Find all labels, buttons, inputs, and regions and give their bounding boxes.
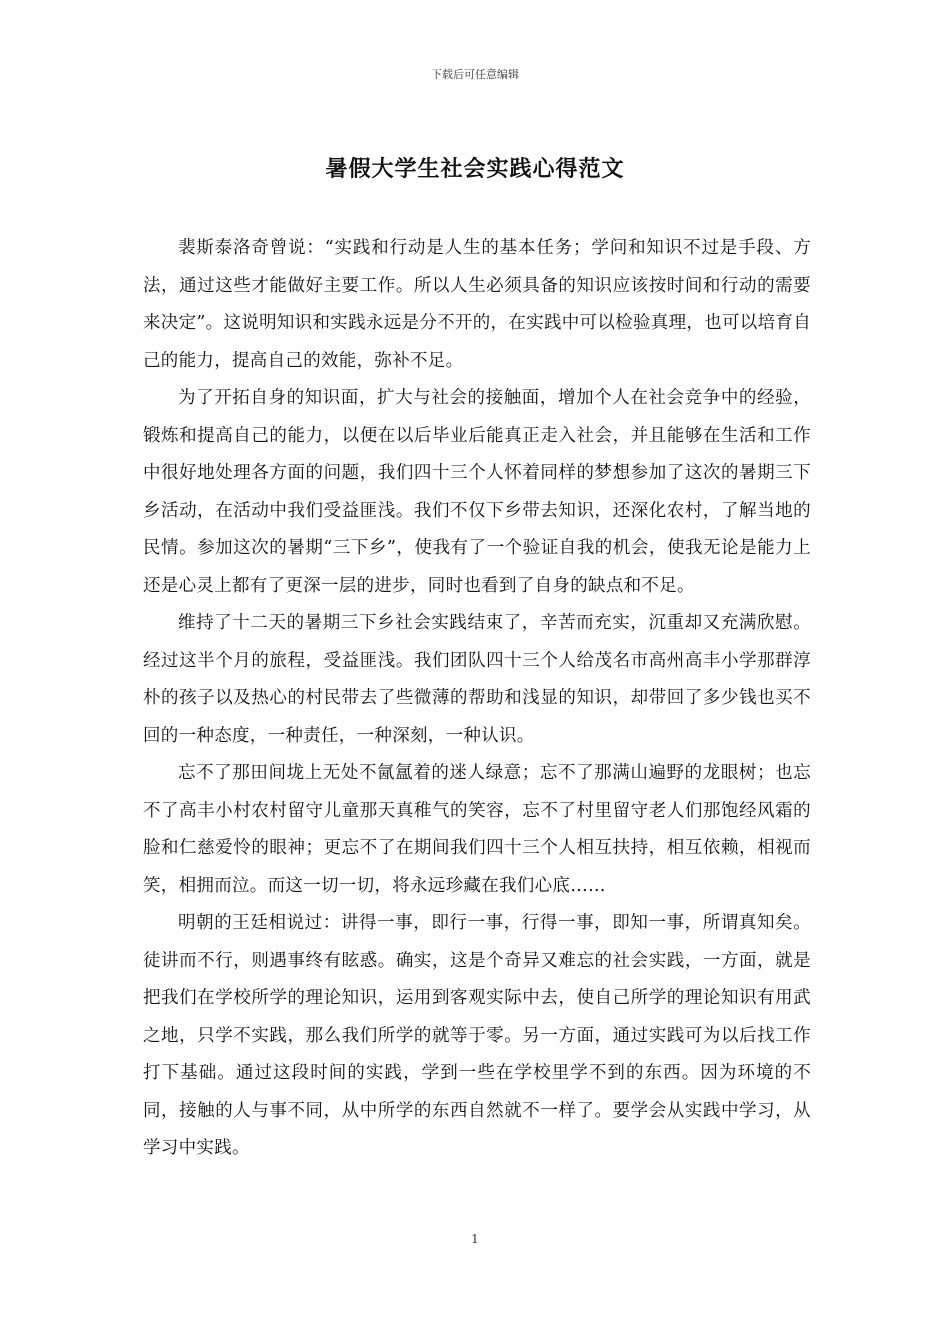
page-number: 1 bbox=[471, 1232, 479, 1246]
paragraph: 忘不了那田间垅上无处不氤氲着的迷人绿意；忘不了那满山遍野的龙眼树；也忘不了高丰小村农村留守儿童那天真稚气的笑容，忘不了村里留守老人们那饱经风霜的脸和仁慈爱怜的眼神；更忘不了在期间我们四十三个人相互扶持，相互依赖，相视而笑，相拥而泣。而这一切一切，将永远珍藏在我们心底…… bbox=[143, 763, 811, 896]
document-title: 暑假大学生社会实践心得范文 bbox=[325, 156, 625, 182]
page-header-note: 下载后可任意编辑 bbox=[431, 68, 519, 81]
paragraph: 明朝的王廷相说过：讲得一事，即行一事，行得一事，即知一事，所谓真知矣。徒讲而不行，则遇事终有眩惑。确实，这是个奇异又难忘的社会实践，一方面，就是把我们在学校所学的理论知识，运用到客观实际中去，使自己所学的理论知识有用武之地，只学不实践，那么我们所学的就等于零。另一方面，通过实践可为以后找工作打下基础。通过这段时间的实践，学到一些在学校里学不到的东西。因为环境的不同，接触的人与事不同，从中所学的东西自然就不一样了。要学会从实践中学习，从学习中实践。 bbox=[143, 913, 811, 1158]
paragraph: 裴斯泰洛奇曾说：“实践和行动是人生的基本任务；学问和知识不过是手段、方法，通过这些才能做好主要工作。所以人生必须具备的知识应该按时间和行动的需要来决定”。这说明知识和实践永远是分不开的，在实践中可以检验真理，也可以培育自己的能力，提高自己的效能，弥补不足。 bbox=[143, 238, 811, 371]
document-body bbox=[143, 230, 811, 1168]
paragraph: 为了开拓自身的知识面，扩大与社会的接触面，增加个人在社会竞争中的经验，锻炼和提高自己的能力，以便在以后毕业后能真正走入社会，并且能够在生活和工作中很好地处理各方面的问题，我们四十三个人怀着同样的梦想参加了这次的暑期三下乡活动，在活动中我们受益匪浅。我们不仅下乡带去知识，还深化农村，了解当地的民情。参加这次的暑期“三下乡”，使我有了一个验证自我的机会，使我无论是能力上还是心灵上都有了更深一层的进步，同时也看到了自身的缺点和不足。 bbox=[143, 388, 811, 596]
paragraph: 维持了十二天的暑期三下乡社会实践结束了，辛苦而充实，沉重却又充满欣慰。经过这半个月的旅程，受益匪浅。我们团队四十三个人给茂名市高州高丰小学那群淳朴的孩子以及热心的村民带去了些微薄的帮助和浅显的知识，却带回了多少钱也买不回的一种态度，一种责任，一种深刻，一种认识。 bbox=[143, 613, 811, 746]
